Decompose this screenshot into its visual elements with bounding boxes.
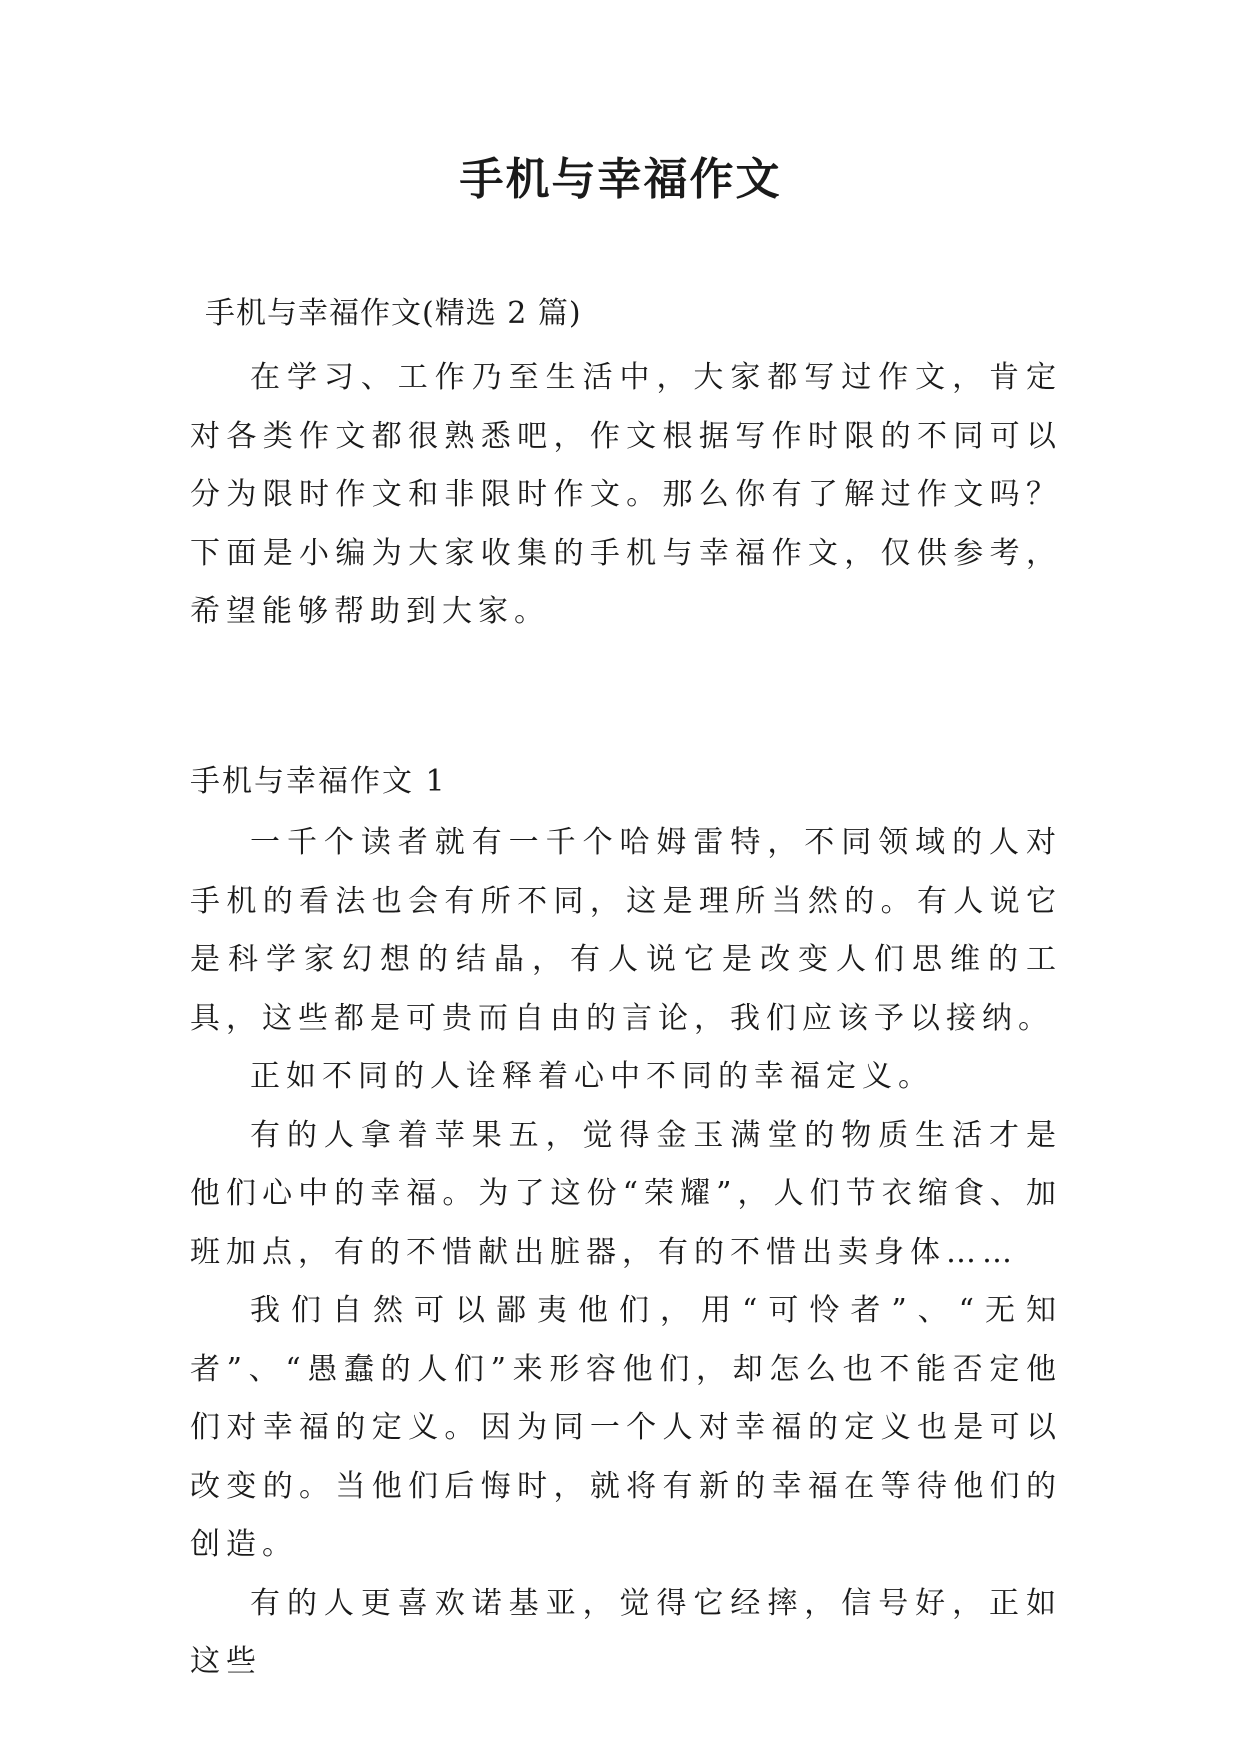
section-heading: 手机与幸福作文 1 xyxy=(190,764,447,799)
essay-paragraph-1: 一千个读者就有一千个哈姆雷特，不同领域的人对手机的看法也会有所不同，这是理所当然的。有人说它是科学家幻想的结晶，有人说它是改变人们思维的工具，这些都是可贵而自由的言论，我们应该予以接纳。 xyxy=(190,825,1062,1036)
document-subtitle: 手机与幸福作文(精选 2 篇) xyxy=(205,296,582,331)
intro-block xyxy=(190,349,1062,642)
essay-paragraph-3: 有的人拿着苹果五，觉得金玉满堂的物质生活才是他们心中的幸福。为了这份“荣耀”，人们节衣缩食、加班加点，有的不惜献出脏器，有的不惜出卖身体…… xyxy=(190,1117,1062,1270)
essay-paragraph-2: 正如不同的人诠释着心中不同的幸福定义。 xyxy=(250,1059,934,1094)
essay-body xyxy=(190,814,1062,1692)
document-title: 手机与幸福作文 xyxy=(459,154,782,205)
intro-paragraph: 在学习、工作乃至生活中，大家都写过作文，肯定对各类作文都很熟悉吧，作文根据写作时限的不同可以分为限时作文和非限时作文。那么你有了解过作文吗？下面是小编为大家收集的手机与幸福作文，仅供参考，希望能够帮助到大家。 xyxy=(190,360,1062,629)
essay-paragraph-5: 有的人更喜欢诺基亚，觉得它经摔，信号好，正如这些 xyxy=(190,1585,1062,1679)
essay-paragraph-4: 我们自然可以鄙夷他们，用“可怜者”、“无知者”、“愚蠢的人们”来形容他们，却怎么也不能否定他们对幸福的定义。因为同一个人对幸福的定义也是可以改变的。当他们后悔时，就将有新的幸福在等待他们的创造。 xyxy=(190,1293,1062,1562)
